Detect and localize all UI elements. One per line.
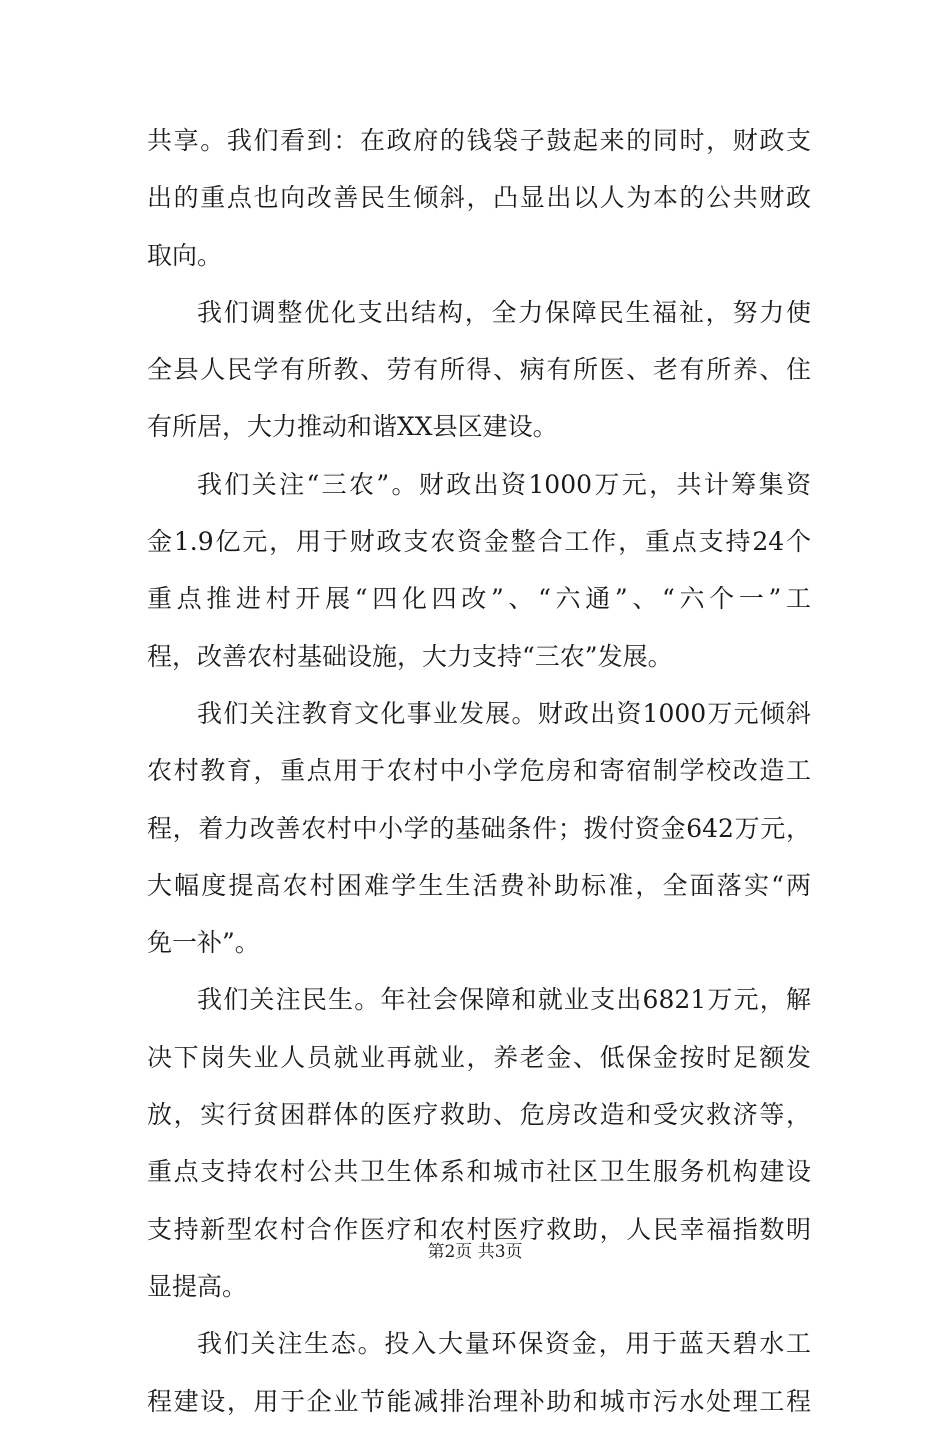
paragraph-line: 我们关注生态。投入大量环保资金，用于蓝天碧水工 [197, 1329, 811, 1359]
paragraph-line: 决下岗失业人员就业再就业，养老金、低保金按时足额发 [147, 1042, 811, 1072]
paragraph-line: 我们关注“三农”。财政出资1000万元，共计筹集资 [197, 469, 811, 499]
paragraph-line: 取向。 [147, 240, 223, 270]
paragraph-line: 我们关注民生。年社会保障和就业支出6821万元，解 [197, 985, 811, 1015]
paragraph-line: 我们关注教育文化事业发展。财政出资1000万元倾斜 [197, 698, 811, 728]
paragraph-line: 程建设，用于企业节能减排治理补助和城市污水处理工程 [147, 1386, 811, 1416]
paragraph-line: 重点推进村开展“四化四改”、“六通”、“六个一”工 [147, 584, 811, 614]
paragraph-line: 重点支持农村公共卫生体系和城市社区卫生服务机构建设 [147, 1157, 811, 1187]
paragraph-line: 程，改善农村基础设施，大力支持“三农”发展。 [147, 641, 673, 671]
body-text [147, 112, 811, 1430]
paragraph-line: 显提高。 [147, 1271, 248, 1301]
paragraph-line: 农村教育，重点用于农村中小学危房和寄宿制学校改造工 [147, 756, 811, 786]
paragraph-line: 免一补”。 [147, 928, 260, 958]
paragraph-line: 有所居，大力推动和谐XX县区建设。 [147, 412, 558, 442]
paragraph-line: 共享。我们看到：在政府的钱袋子鼓起来的同时，财政支 [147, 126, 811, 155]
page-footer [0, 1240, 950, 1264]
paragraph-line: 全县人民学有所教、劳有所得、病有所医、老有所养、住 [147, 355, 811, 385]
paragraph-line: 出的重点也向改善民生倾斜，凸显出以人为本的公共财政 [147, 183, 811, 213]
paragraph-line: 放，实行贫困群体的医疗救助、危房改造和受灾救济等， [147, 1100, 811, 1130]
paragraph-line: 程，着力改善农村中小学的基础条件；拨付资金642万元， [147, 813, 811, 843]
paragraph-line: 金1.9亿元，用于财政支农资金整合工作，重点支持24个 [147, 527, 811, 557]
paragraph-line: 大幅度提高农村困难学生生活费补助标准，全面落实“两 [147, 870, 811, 900]
page-number-label: 第2页 共3页 [427, 1242, 523, 1262]
paragraph-line: 支持新型农村合作医疗和农村医疗救助，人民幸福指数明 [147, 1214, 811, 1244]
paragraph-line: 我们调整优化支出结构，全力保障民生福祉，努力使 [197, 297, 811, 327]
